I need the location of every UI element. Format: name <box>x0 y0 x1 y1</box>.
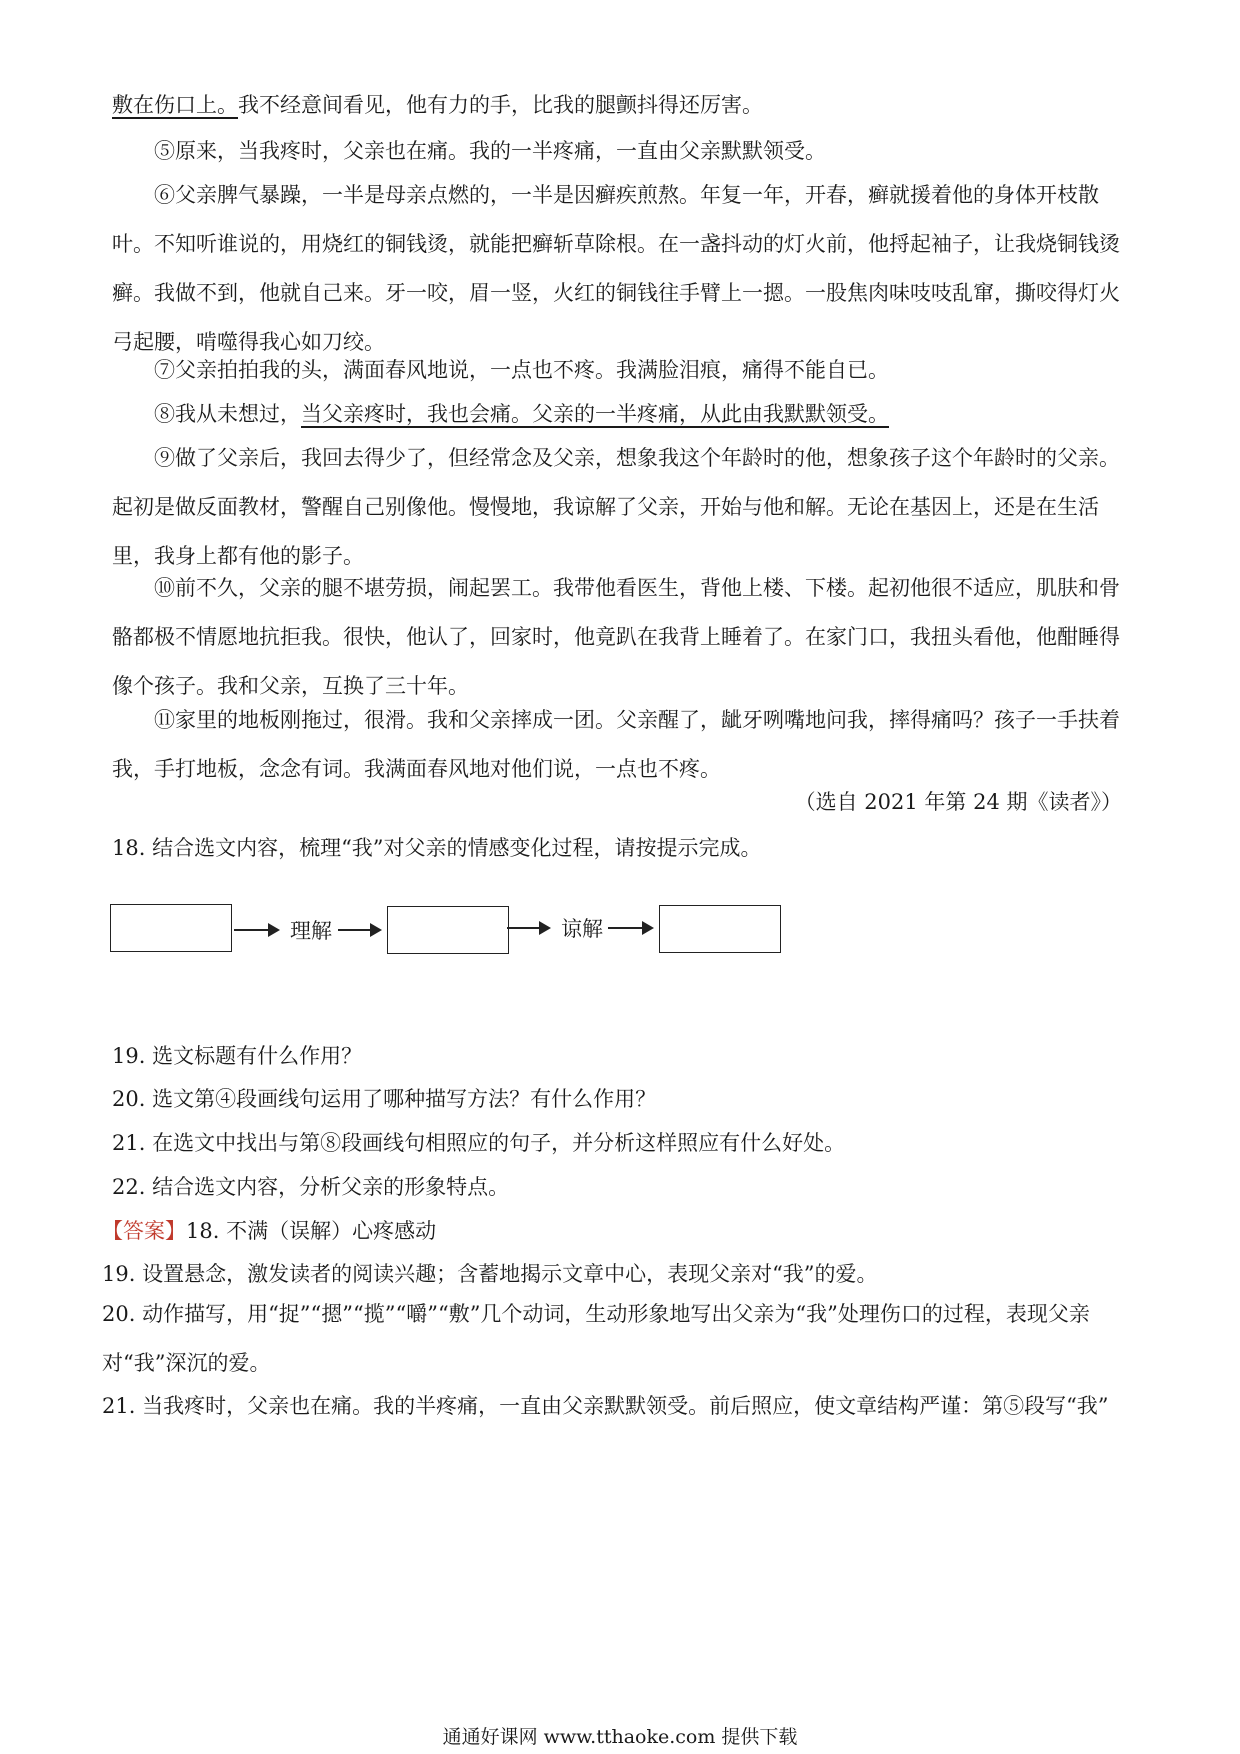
arrow-1 <box>234 929 278 931</box>
arrow-3 <box>507 927 549 929</box>
question-19: 19. 选文标题有什么作用？ <box>112 1044 363 1068</box>
answer-box-3 <box>659 905 781 953</box>
underlined-sentence: 当父亲疼时，我也会痛。父亲的一半疼痛，从此由我默默领受。 <box>301 402 889 426</box>
flow-label-understand: 理解 <box>290 919 332 943</box>
answer-tag: 【答案】 <box>102 1219 186 1243</box>
question-22: 22. 结合选文内容，分析父亲的形象特点。 <box>112 1175 510 1199</box>
passage-source: （选自 2021 年第 24 期《读者》） <box>794 790 1122 814</box>
paragraph-5: ⑤原来，当我疼时，父亲也在痛。我的一半疼痛，一直由父亲默默领受。 <box>154 139 826 163</box>
paragraph-7: ⑦父亲拍拍我的头，满面春风地说，一点也不疼。我满脸泪痕，痛得不能自已。 <box>154 358 889 382</box>
footer-credit: 通通好课网 www.tthaoke.com 提供下载 <box>442 1726 798 1748</box>
question-18: 18. 结合选文内容，梳理“我”对父亲的情感变化过程，请按提示完成。 <box>112 836 762 860</box>
paragraph-6: ⑥父亲脾气暴躁，一半是母亲点燃的，一半是因癣疾煎熬。年复一年，开春，癣就援着他的身体开枝散叶。不知听谁说的，用烧红的铜钱烫，就能把癣斩草除根。在一盏抖动的灯火前，他捋起袖子，让我烧铜钱烫癣。我做不到，他就自己来。牙一咬，眉一竖，火红的铜钱往手臂上一摁。一股焦肉味吱吱乱窜，撕咬得灯火弓起腰，啃噬得我心如刀绞。 <box>112 183 1120 354</box>
paragraph-4-tail: 敷在伤口上。我不经意间看见，他有力的手，比我的腿颤抖得还厉害。 <box>112 93 763 117</box>
flow-label-forgive: 谅解 <box>561 917 603 941</box>
paragraph-9: ⑨做了父亲后，我回去得少了，但经常念及父亲，想象我这个年龄时的他，想象孩子这个年龄时的父亲。起初是做反面教材，警醒自己别像他。慢慢地，我谅解了父亲，开始与他和解。无论在基因上，还是在生活里，我身上都有他的影子。 <box>112 446 1120 568</box>
answer-20: 20. 动作描写，用“捉”“摁”“揽”“嚼”“敷”几个动词，生动形象地写出父亲为“我”处理伤口的过程，表现父亲对“我”深沉的爱。 <box>102 1302 1090 1375</box>
answer-21: 21. 当我疼时，父亲也在痛。我的半疼痛，一直由父亲默默领受。前后照应，使文章结构严谨：第⑤段写“我” <box>102 1394 1109 1418</box>
paragraph-8: ⑧我从未想过，当父亲疼时，我也会痛。父亲的一半疼痛，从此由我默默领受。 <box>154 402 889 426</box>
answer-box-2 <box>387 906 509 954</box>
paragraph-10: ⑩前不久，父亲的腿不堪劳损，闹起罢工。我带他看医生，背他上楼、下楼。起初他很不适应，肌肤和骨骼都极不情愿地抗拒我。很快，他认了，回家时，他竟趴在我背上睡着了。在家门口，我扭头看他，他酣睡得像个孩子。我和父亲，互换了三十年。 <box>112 576 1120 698</box>
arrow-2 <box>338 929 380 931</box>
arrow-4 <box>608 927 652 929</box>
answer-18: 【答案】18. 不满（误解）心疼感动 <box>102 1219 437 1243</box>
answer-box-1 <box>110 904 232 952</box>
question-21: 21. 在选文中找出与第⑧段画线句相照应的句子，并分析这样照应有什么好处。 <box>112 1131 846 1155</box>
paragraph-11: ⑪家里的地板刚拖过，很滑。我和父亲摔成一团。父亲醒了，龇牙咧嘴地问我，摔得痛吗？孩子一手扶着我，手打地板，念念有词。我满面春风地对他们说，一点也不疼。 <box>112 708 1120 781</box>
underlined-sentence: 敷在伤口上。 <box>112 93 238 117</box>
answer-19: 19. 设置悬念，激发读者的阅读兴趣；含蓄地揭示文章中心，表现父亲对“我”的爱。 <box>102 1262 878 1286</box>
question-20: 20. 选文第④段画线句运用了哪种描写方法？有什么作用？ <box>112 1087 657 1111</box>
